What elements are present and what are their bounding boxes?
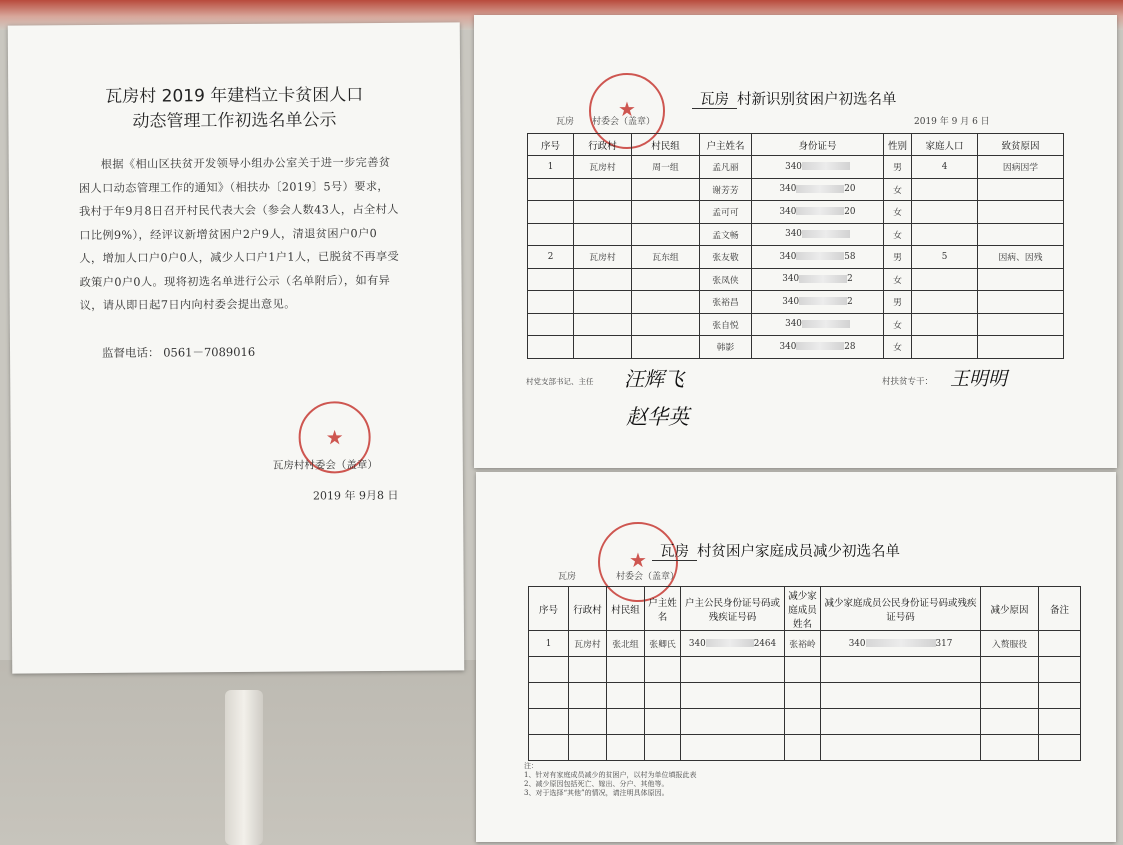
cell-group: 张北组 <box>607 631 645 657</box>
cell-group <box>632 201 700 224</box>
handwritten-signature: 赵华英 <box>626 405 689 429</box>
cell-population <box>912 291 978 314</box>
cell-id <box>752 313 884 336</box>
handwritten-signature: 王明明 <box>950 368 1008 390</box>
column-header: 村民组 <box>632 134 700 156</box>
notice-title-line1: 瓦房村 2019 年建档立卡贫困人口 <box>105 85 364 107</box>
list2-title-village: 瓦房 <box>652 544 697 561</box>
cell-reason <box>978 201 1064 224</box>
cell-village <box>574 223 632 246</box>
cell-no: 2 <box>528 246 574 269</box>
cell-no <box>528 268 574 291</box>
cell-population <box>912 223 978 246</box>
table-row <box>529 631 1081 657</box>
note-line: 注： <box>524 762 538 770</box>
id-redaction <box>796 252 844 260</box>
cell-id <box>752 156 884 179</box>
cell-reason <box>978 313 1064 336</box>
cell-name: 张卿氏 <box>645 631 681 657</box>
id-start: 340 <box>688 638 706 649</box>
cell-reason: 因病、因残 <box>978 246 1064 269</box>
phone-number: 0561－7089016 <box>163 344 256 360</box>
cell-name: 张裕昌 <box>700 291 752 314</box>
cell-group <box>632 268 700 291</box>
table-row <box>529 657 1081 683</box>
column-header: 减少家庭成员公民身份证号码或残疾证号码 <box>821 587 981 631</box>
new-poor-households-sheet <box>474 15 1117 468</box>
cell-group: 周一组 <box>632 156 700 179</box>
cell-sex: 男 <box>884 156 912 179</box>
list1-date: 2019 年 9 月 6 日 <box>914 117 990 127</box>
id-end: 28 <box>844 341 856 352</box>
cell-member-id <box>821 631 981 657</box>
cell-village <box>574 313 632 336</box>
id-redaction <box>796 207 844 215</box>
cell-name: 张自悦 <box>700 313 752 336</box>
note-line: 3、对于选择“其他”的情况，请注明具体原因。 <box>524 789 669 797</box>
member-reduction-table <box>528 586 1081 761</box>
id-redaction <box>802 230 850 238</box>
table-row <box>529 709 1081 735</box>
table-row <box>528 291 1064 314</box>
cell-no <box>528 178 574 201</box>
column-header: 户主姓名 <box>700 134 752 156</box>
id-end: 2 <box>847 274 853 285</box>
cell-population <box>912 336 978 359</box>
id-end: 20 <box>844 206 856 217</box>
table-header-row <box>528 134 1064 156</box>
cell-population <box>912 178 978 201</box>
id-redaction <box>796 185 844 193</box>
id-start: 340 <box>779 184 797 195</box>
cell-sex: 男 <box>884 291 912 314</box>
phone-label: 监督电话： <box>101 345 160 360</box>
cell-name: 孟文畅 <box>700 223 752 246</box>
column-header: 行政村 <box>569 587 607 631</box>
id-redaction <box>706 639 754 647</box>
cell-group <box>632 291 700 314</box>
id-redaction <box>802 320 850 328</box>
id-redaction <box>799 275 847 283</box>
cell-sex: 男 <box>884 246 912 269</box>
id-start: 340 <box>785 229 802 240</box>
cell-no <box>528 201 574 224</box>
cell-group: 瓦东组 <box>632 246 700 269</box>
id-end: 317 <box>935 638 953 649</box>
id-start: 340 <box>848 638 866 649</box>
cell-id <box>752 223 884 246</box>
cell-id <box>752 246 884 269</box>
cell-village <box>574 291 632 314</box>
cell-no <box>528 313 574 336</box>
cell-village <box>574 336 632 359</box>
notice-title-line2: 动态管理工作初选名单公示 <box>132 110 337 132</box>
list1-sub-office: 村委会（盖章） <box>592 117 656 127</box>
table-row <box>528 246 1064 269</box>
list1-title-village: 瓦房 <box>692 92 737 109</box>
table-row <box>529 683 1081 709</box>
cell-member-name: 张裕岭 <box>785 631 821 657</box>
cell-population: 5 <box>912 246 978 269</box>
cell-sex: 女 <box>884 178 912 201</box>
table-row <box>528 178 1064 201</box>
notice-body: 根据《相山区扶贫开发领导小组办公室关于进一步完善贫困人口动态管理工作的通知》（相扶办〔2019〕5号）要求，我村于年9月8日召开村民代表大会（参会人数43人，占全村人口比例9%），经评议新增贫困户2户9人，清退贫困户0户0人，增加人口户0户0人，减少人口户1户1人，已脱贫不再享受政策户0户0人。现将初选名单进行公示（名单附后），如有异议，请从即日起7日内向村委会提出意见。 <box>78 155 400 313</box>
cell-note <box>1039 631 1081 657</box>
id-redaction <box>796 342 844 350</box>
cell-name: 孟凡丽 <box>700 156 752 179</box>
cell-reason: 入赘服役 <box>981 631 1039 657</box>
column-header: 性别 <box>884 134 912 156</box>
id-start: 340 <box>782 274 800 285</box>
column-header: 减少家庭成员姓名 <box>785 587 821 631</box>
cell-group <box>632 336 700 359</box>
column-header: 序号 <box>528 134 574 156</box>
cell-reason <box>978 291 1064 314</box>
cell-name: 谢芳芳 <box>700 178 752 201</box>
cell-sex: 女 <box>884 313 912 336</box>
cell-population <box>912 268 978 291</box>
cell-village <box>574 268 632 291</box>
member-reduction-sheet <box>476 472 1116 842</box>
cell-group <box>632 313 700 336</box>
column-header: 行政村 <box>574 134 632 156</box>
id-end: 20 <box>844 184 856 195</box>
cell-name: 孟可可 <box>700 201 752 224</box>
column-header: 户主公民身份证号码或残疾证号码 <box>681 587 785 631</box>
cell-village <box>574 201 632 224</box>
id-start: 340 <box>779 251 797 262</box>
cell-reason <box>978 178 1064 201</box>
list1-footer-right: 村扶贫专干： <box>882 377 934 387</box>
id-start: 340 <box>779 341 797 352</box>
id-end: 2464 <box>753 638 777 649</box>
cell-name: 张友敬 <box>700 246 752 269</box>
table-row <box>528 156 1064 179</box>
id-start: 340 <box>782 296 800 307</box>
list1-footer-left: 村党支部书记、主任 <box>526 377 594 386</box>
column-header: 身份证号 <box>752 134 884 156</box>
list1-title <box>692 88 897 109</box>
cell-village <box>574 178 632 201</box>
cell-no <box>528 223 574 246</box>
cell-id <box>752 291 884 314</box>
cell-population: 4 <box>912 156 978 179</box>
list1-sub-village: 瓦房 <box>556 117 575 127</box>
wall-pipe <box>225 690 263 845</box>
notice-date: 2019 年 9月8 日 <box>312 488 399 503</box>
list2-sub-village: 瓦房 <box>558 572 577 582</box>
note-line: 1、针对有家庭成员减少的贫困户，以村为单位填报此表 <box>524 771 697 779</box>
table-row <box>528 201 1064 224</box>
list2-notes <box>524 762 696 798</box>
cell-id <box>681 631 785 657</box>
cell-no <box>528 291 574 314</box>
cell-id <box>752 336 884 359</box>
id-redaction <box>866 639 936 647</box>
id-start: 340 <box>785 161 802 172</box>
id-start: 340 <box>779 206 797 217</box>
column-header: 序号 <box>529 587 569 631</box>
table-row <box>529 735 1081 761</box>
cell-id <box>752 178 884 201</box>
list2-title <box>652 540 900 561</box>
id-end: 58 <box>844 251 856 262</box>
id-start: 340 <box>785 319 802 330</box>
cell-reason <box>978 268 1064 291</box>
new-households-table <box>527 133 1064 359</box>
notice-phone <box>102 344 255 361</box>
cell-population <box>912 313 978 336</box>
cell-no: 1 <box>529 631 569 657</box>
cell-id <box>752 268 884 291</box>
seal-star-icon: ★ <box>629 548 647 572</box>
cell-group <box>632 223 700 246</box>
cell-reason <box>978 336 1064 359</box>
table-row <box>528 268 1064 291</box>
column-header: 致贫原因 <box>978 134 1064 156</box>
seal-star-icon: ★ <box>325 425 344 450</box>
list2-title-suffix: 村贫困户家庭成员减少初选名单 <box>697 544 900 560</box>
cell-id <box>752 201 884 224</box>
cell-no <box>528 336 574 359</box>
note-line: 2、减少原因包括死亡、嫁出、分户、其他等。 <box>524 780 669 788</box>
table-row <box>528 313 1064 336</box>
handwritten-signature: 汪辉飞 <box>624 367 684 391</box>
seal-star-icon: ★ <box>618 97 636 121</box>
cell-sex: 女 <box>884 201 912 224</box>
list2-sub-office: 村委会（盖章） <box>616 572 680 582</box>
cell-name: 张凤侠 <box>700 268 752 291</box>
id-redaction <box>799 297 847 305</box>
cell-village: 瓦房村 <box>569 631 607 657</box>
column-header: 备注 <box>1039 587 1081 631</box>
notice-sheet <box>8 22 465 673</box>
column-header: 减少原因 <box>981 587 1039 631</box>
cell-sex: 女 <box>884 223 912 246</box>
column-header: 户主姓名 <box>645 587 681 631</box>
id-end: 2 <box>847 296 853 307</box>
cell-village: 瓦房村 <box>574 156 632 179</box>
cell-name: 韩影 <box>700 336 752 359</box>
table-row <box>528 223 1064 246</box>
column-header: 家庭人口 <box>912 134 978 156</box>
table-header-row <box>529 587 1081 631</box>
id-redaction <box>802 162 850 170</box>
cell-reason: 因病因学 <box>978 156 1064 179</box>
notice-signer: 瓦房村村委会（盖章） <box>272 459 378 472</box>
cell-no: 1 <box>528 156 574 179</box>
cell-reason <box>978 223 1064 246</box>
list1-title-suffix: 村新识别贫困户初选名单 <box>737 92 897 108</box>
table-row <box>528 336 1064 359</box>
cell-village: 瓦房村 <box>574 246 632 269</box>
cell-sex: 女 <box>884 268 912 291</box>
cell-sex: 女 <box>884 336 912 359</box>
cell-group <box>632 178 700 201</box>
cell-population <box>912 201 978 224</box>
column-header: 村民组 <box>607 587 645 631</box>
